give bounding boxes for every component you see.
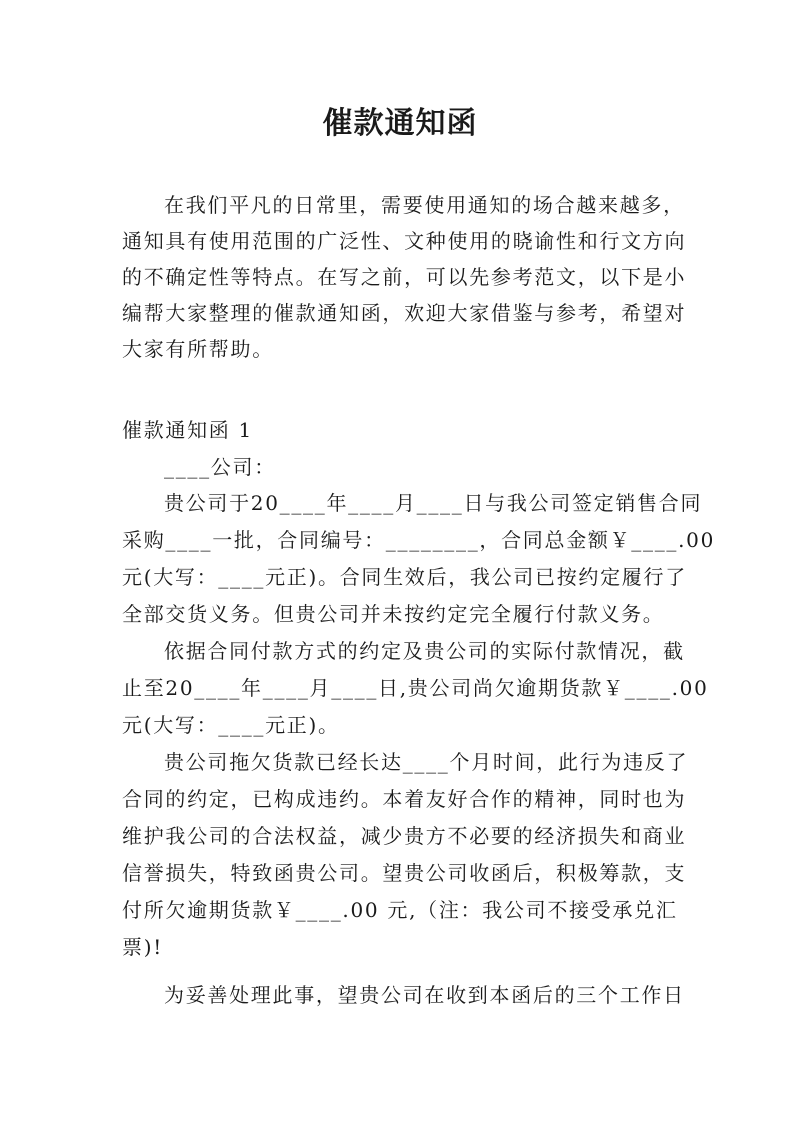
para3-line-2: 合同的约定，已构成违约。本着友好合作的精神，同时也为	[122, 787, 687, 811]
salutation: ____公司：	[164, 455, 276, 479]
intro-line-3: 的不确定性等特点。在写之前，可以先参考范文，以下是小	[122, 265, 687, 289]
para3-line-6: 票)!	[122, 935, 163, 959]
para3-line-1: 贵公司拖欠货款已经长达____个月时间，此行为违反了	[164, 750, 689, 774]
intro-line-5: 大家有所帮助。	[122, 337, 274, 361]
para1-line-4: 全部交货义务。但贵公司并未按约定完全履行付款义务。	[122, 602, 665, 626]
document-title: 催款通知函	[322, 106, 478, 141]
intro-line-1: 在我们平凡的日常里，需要使用通知的场合越来越多，	[164, 193, 685, 217]
para2-line-2: 止至20____年____月____日,贵公司尚欠逾期货款￥____.00	[122, 676, 709, 700]
para3-line-3: 维护我公司的合法权益，减少贵方不必要的经济损失和商业	[122, 824, 687, 848]
para2-line-3: 元(大写：____元正)。	[122, 713, 340, 737]
para1-line-2: 采购____一批，合同编号：________，合同总金额￥____.00	[122, 528, 716, 552]
para3-line-4: 信誉损失，特致函贵公司。望贵公司收函后，积极筹款，支	[122, 861, 687, 885]
section-heading: 催款通知函 1	[122, 418, 253, 442]
para2-line-1: 依据合同付款方式的约定及贵公司的实际付款情况，截	[164, 639, 685, 663]
intro-line-2: 通知具有使用范围的广泛性、文种使用的晓谕性和行文方向	[122, 229, 687, 253]
para3-line-5: 付所欠逾期货款￥____.00 元,（注：我公司不接受承兑汇	[122, 898, 678, 922]
para1-line-3: 元(大写：____元正)。合同生效后，我公司已按约定履行了	[122, 565, 687, 589]
para1-line-1: 贵公司于20____年____月____日与我公司签定销售合同	[164, 491, 703, 515]
intro-line-4: 编帮大家整理的催款通知函，欢迎大家借鉴与参考，希望对	[122, 301, 687, 325]
para4-line-1: 为妥善处理此事，望贵公司在收到本函后的三个工作日	[164, 983, 685, 1007]
